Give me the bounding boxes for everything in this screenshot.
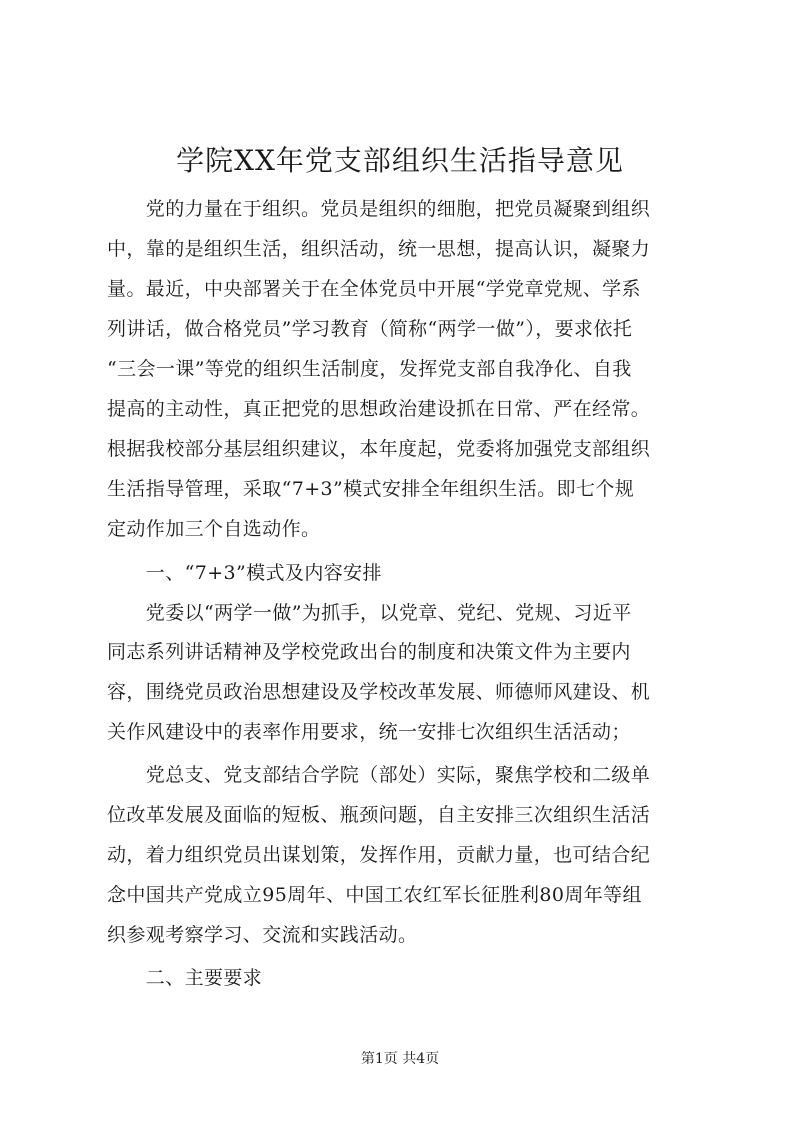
body-line-17: 动，着力组织党员出谋划策，发挥作用，贡献力量，也可结合纪 xyxy=(107,844,651,866)
body-line-18: 念中国共产党成立95周年、中国工农红军长征胜利80周年等组 xyxy=(107,884,642,906)
document-title: 学院XX年党支部组织生活指导意见 xyxy=(176,144,624,177)
body-line-11: 党委以“两学一做”为抓手，以党章、党纪、党规、习近平 xyxy=(107,602,632,624)
body-line-12: 同志系列讲话精神及学校党政出台的制度和决策文件为主要内 xyxy=(107,641,631,663)
section-heading-2: 二、主要要求 xyxy=(107,967,263,989)
body-line-8: 生活指导管理，采取“7+3”模式安排全年组织生活。即七个规 xyxy=(107,478,635,500)
body-line-7: 根据我校部分基层组织建议，本年度起，党委将加强党支部组织 xyxy=(107,438,651,460)
body-line-15: 党总支、党支部结合学院（部处）实际，聚焦学校和二级单 xyxy=(107,764,651,786)
body-line-3: 量。最近，中央部署关于在全体党员中开展“学党章党规、学系 xyxy=(107,278,641,300)
body-line-6: 提高的主动性，真正把党的思想政治建设抓在日常、严在经常。 xyxy=(107,398,651,420)
body-line-9: 定动作加三个自选动作。 xyxy=(107,518,321,540)
body-line-14: 关作风建设中的表率作用要求，统一安排七次组织生活活动； xyxy=(107,721,631,743)
body-line-16: 位改革发展及面临的短板、瓶颈问题，自主安排三次组织生活活 xyxy=(107,804,651,826)
body-line-19: 织参观考察学习、交流和实践活动。 xyxy=(107,924,418,946)
section-heading-1: 一、“7+3”模式及内容安排 xyxy=(107,562,382,584)
body-line-2: 中，靠的是组织生活，组织活动，统一思想，提高认识，凝聚力 xyxy=(107,238,651,260)
body-line-1: 党的力量在于组织。党员是组织的细胞，把党员凝聚到组织 xyxy=(107,198,651,220)
page-number-footer: 第1页 共4页 xyxy=(360,1051,440,1067)
body-line-4: 列讲话，做合格党员”学习教育（简称“两学一做”），要求依托 xyxy=(107,318,633,340)
body-line-5: “三会一课”等党的组织生活制度，发挥党支部自我净化、自我 xyxy=(107,358,632,380)
body-line-13: 容，围绕党员政治思想建设及学校改革发展、师德师风建设、机 xyxy=(107,681,651,703)
